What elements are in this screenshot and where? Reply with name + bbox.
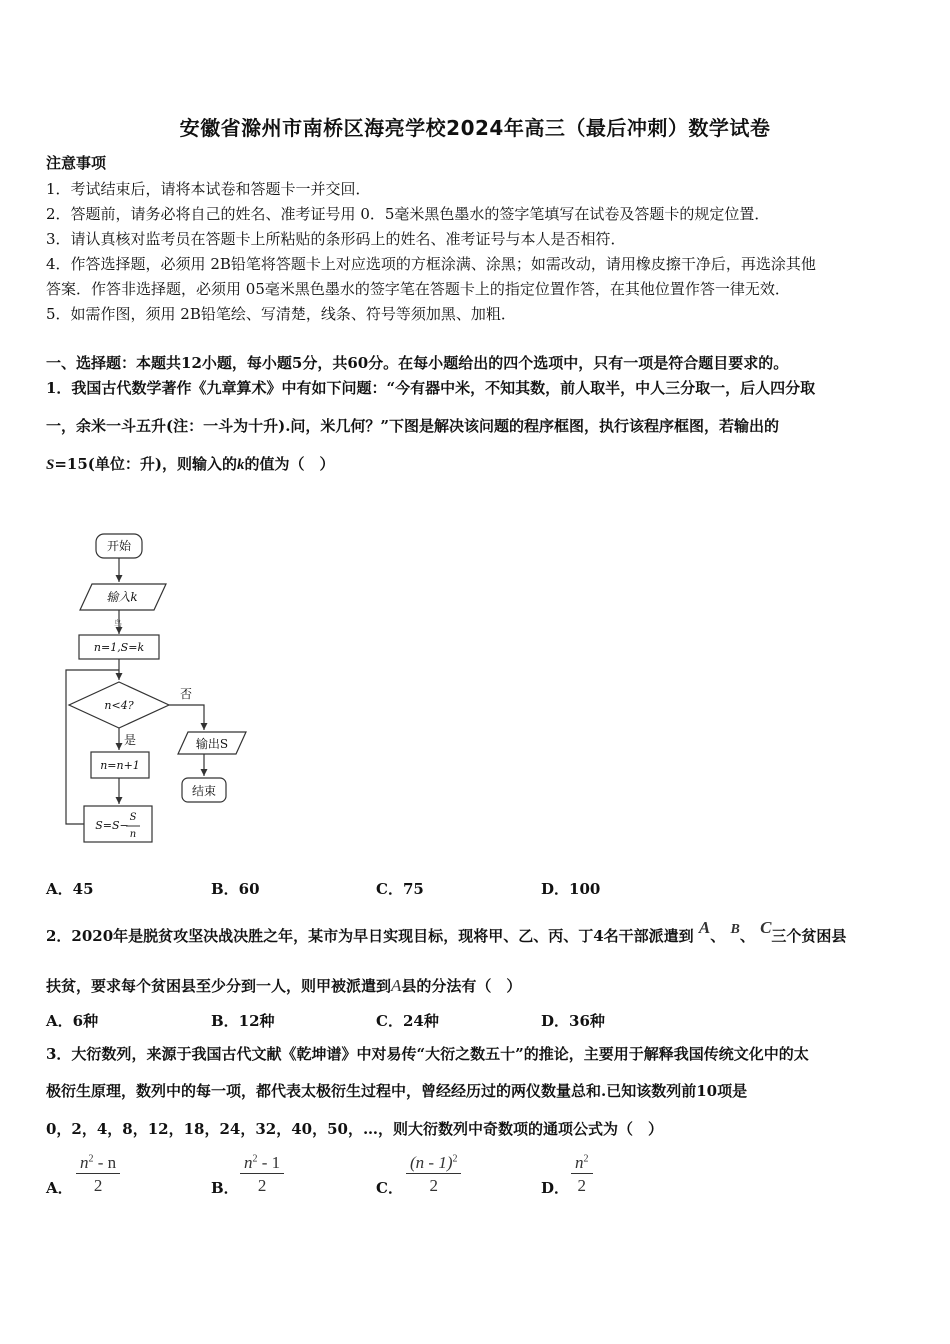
flow-mark: 鸟 — [114, 619, 122, 628]
notice-item: 2．答题前，请务必将自己的姓名、准考证号用 0．5毫米黑色墨水的签字笔填写在试卷及答题卡的规定位置． — [46, 205, 770, 223]
page-title: 安徽省滁州市南桥区海亮学校2024年高三（最后冲刺）数学试卷 — [179, 116, 771, 140]
q3-option-d-label[interactable]: D． — [541, 1179, 570, 1197]
q3-option-d-formula: $n^2$ 2 — [571, 1153, 593, 1196]
q2-text-line2: 扶贫，要求每个贫困县至少分到一人，则甲被派遣到A县的分法有（ ） — [46, 976, 522, 995]
q3-option-a-label[interactable]: A． — [46, 1179, 73, 1197]
county-c: C — [760, 918, 772, 937]
q1-option-d[interactable]: D．100 — [541, 880, 601, 898]
var-s: S — [46, 457, 55, 473]
q2-option-d[interactable]: D．36种 — [541, 1012, 605, 1030]
flow-init-label: n=1,S=k — [93, 641, 145, 654]
county-a-inline: A — [391, 976, 402, 995]
flow-yes-label: 是 — [124, 733, 137, 747]
notice-item: 1．考试结束后，请将本试卷和答题卡一并交回． — [46, 180, 371, 198]
notice-heading: 注意事项 — [46, 154, 107, 172]
section-heading: 一、选择题：本题共12小题，每小题5分，共60分。在每小题给出的四个选项中，只有一项是符合题目要求的。 — [46, 354, 789, 372]
q1-option-b[interactable]: B．60 — [211, 880, 260, 898]
flow-output-label: 输出S — [195, 737, 229, 751]
q1-text-line2: 一，余米一斗五升(注：一斗为十升).问，米几何？”下图是解决该问题的程序框图，执行该程序框图，若输出的 — [46, 417, 780, 435]
var-k: k — [236, 457, 245, 473]
flow-update-den: n — [129, 829, 137, 840]
county-b: B — [730, 922, 740, 937]
flow-update-num: S — [129, 812, 137, 823]
flow-start-label: 开始 — [106, 539, 132, 553]
q1-option-c[interactable]: C．75 — [376, 880, 424, 898]
q3-text-line1: 3．大衍数列，来源于我国古代文献《乾坤谱》中对易传“大衍之数五十”的推论，主要用于解释我国传统文化中的太 — [46, 1045, 809, 1063]
q1-text-line1: 1．我国古代数学著作《九章算术》中有如下问题：“今有器中米，不知其数，前人取半，中人三分取一，后人四分取 — [46, 379, 816, 397]
notice-item: 3．请认真核对监考员在答题卡上所粘贴的条形码上的姓名、准考证号与本人是否相符． — [46, 230, 626, 248]
q3-option-b-label[interactable]: B． — [211, 1179, 239, 1197]
flow-end-label: 结束 — [191, 784, 217, 798]
flow-update-lhs: S=S− — [95, 819, 129, 832]
q1-option-a[interactable]: A．45 — [46, 880, 94, 898]
q2-option-b[interactable]: B．12种 — [211, 1012, 275, 1030]
flow-increment-label: n=n+1 — [100, 759, 140, 772]
q3-option-b-formula: $n^2 - 1$ 2 — [240, 1153, 284, 1196]
flowchart — [62, 530, 262, 850]
q3-option-c-label[interactable]: C． — [376, 1179, 403, 1197]
flow-no-label: 否 — [180, 687, 193, 701]
q3-option-a-formula: $n^2$ - n 2 — [76, 1153, 120, 1196]
q2-text-line1: 2．2020年是脱贫攻坚决战决胜之年，某市为早日实现目标，现将甲、乙、丙、丁4名干部派遣到 A、 B、 C三个贫困县 — [46, 918, 847, 945]
q1-text-line3: S=15(单位：升)，则输入的k的值为（ ） — [46, 455, 335, 473]
flow-condition-label: n<4? — [104, 699, 134, 712]
notice-item: 5．如需作图，须用 2B铅笔绘、写清楚，线条、符号等须加黑、加粗． — [46, 305, 516, 323]
county-a: A — [698, 918, 711, 937]
flow-input-label: 输入k — [106, 590, 138, 604]
q3-text-line3: 0，2，4，8，12，18，24，32，40，50，…，则大衍数列中奇数项的通项公式为（ ） — [46, 1120, 663, 1138]
notice-item: 4．作答选择题，必须用 2B铅笔将答题卡上对应选项的方框涂满、涂黑；如需改动，请用橡皮擦干净后，再选涂其他 — [46, 255, 816, 273]
q3-option-c-formula: (n - 1)$^2$ 2 — [406, 1153, 461, 1196]
q2-option-c[interactable]: C．24种 — [376, 1012, 439, 1030]
notice-item: 答案．作答非选择题，必须用 05毫米黑色墨水的签字笔在答题卡上的指定位置作答，在其他位置作答一律无效． — [46, 280, 790, 298]
q3-text-line2: 极衍生原理，数列中的每一项，都代表太极衍生过程中，曾经经历过的两仪数量总和.已知该数列前10项是 — [46, 1082, 748, 1100]
q2-option-a[interactable]: A．6种 — [46, 1012, 99, 1030]
